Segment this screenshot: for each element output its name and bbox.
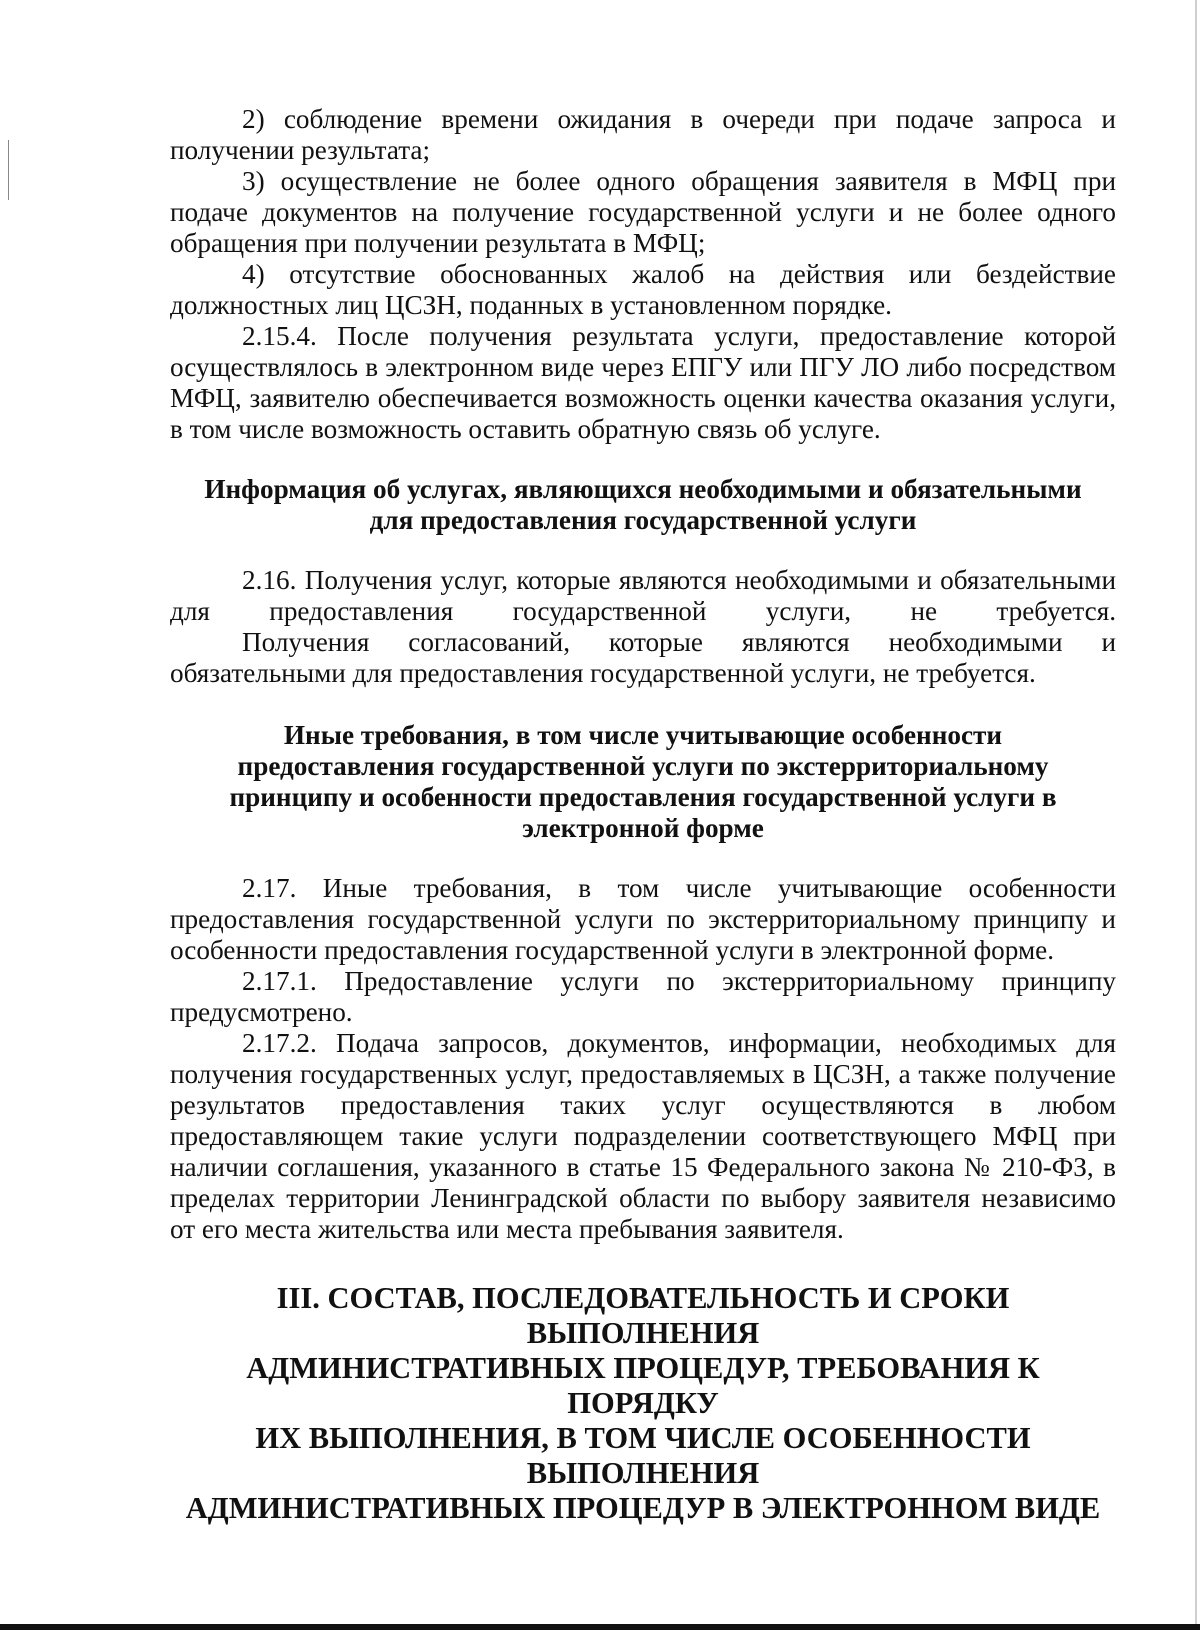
heading-line: предоставления государственной услуги по экстерриториальному [237, 751, 1049, 781]
spacer [170, 536, 1116, 565]
spacer [170, 689, 1116, 720]
heading-services-info [170, 474, 1116, 536]
section-title-line: АДМИНИСТРАТИВНЫХ ПРОЦЕДУР, ТРЕБОВАНИЯ К ПОРЯДКУ [246, 1351, 1040, 1420]
spacer [170, 1245, 1116, 1281]
spacer [170, 844, 1116, 873]
paragraph-2-17: 2.17. Иные требования, в том числе учитывающие особенности предоставления государственной услуги по экстерриториальному принципу и особенности предоставления государственной услуги в электронной форме. [170, 873, 1116, 965]
paragraph-2-16-approvals: Получения согласований, которые являются необходимыми и обязательными для предоставления государственной услуги, не требуется. [170, 627, 1116, 688]
heading-line: Информация об услугах, являющихся необходимыми и обязательными [204, 474, 1082, 504]
spacer [170, 445, 1116, 474]
heading-line: электронной форме [522, 813, 764, 843]
heading-line: принципу и особенности предоставления государственной услуги в [229, 782, 1057, 812]
scan-edge-right [1195, 0, 1197, 1630]
section-title-line: АДМИНИСТРАТИВНЫХ ПРОЦЕДУР В ЭЛЕКТРОННОМ ВИДЕ [185, 1491, 1101, 1525]
heading-line: Иные требования, в том числе учитывающие особенности [283, 720, 1003, 750]
paragraph-2-17-1: 2.17.1. Предоставление услуги по экстерриториальному принципу предусмотрено. [170, 966, 1116, 1027]
scan-edge-left [8, 140, 9, 200]
paragraph-2-17-2: 2.17.2. Подача запросов, документов, информации, необходимых для получения государственных услуг, предоставляемых в ЦСЗН, а также получение результатов предоставления таких услуг осуществляются в любом предоставляющем такие услуги подразделении соответствующего МФЦ при наличии соглашения, указанного в статье 15 Федерального закона № 210-ФЗ, в пределах территории Ленинградской области по выбору заявителя независимо от его места жительства или места пребывания заявителя. [170, 1028, 1116, 1244]
paragraph-item-2: 2) соблюдение времени ожидания в очереди при подаче запроса и получении результата; [170, 104, 1116, 165]
heading-line: для предоставления государственной услуги [369, 505, 917, 535]
paragraph-2-15-4: 2.15.4. После получения результата услуги, предоставление которой осуществлялось в электронном виде через ЕПГУ или ПГУ ЛО либо посредством МФЦ, заявителю обеспечивается возможность оценки качества оказания услуги, в том числе возможность оставить обратную связь об услуге. [170, 321, 1116, 444]
paragraph-item-4: 4) отсутствие обоснованных жалоб на действия или бездействие должностных лиц ЦСЗН, поданных в установленном порядке. [170, 259, 1116, 320]
section-title-line: ИХ ВЫПОЛНЕНИЯ, В ТОМ ЧИСЛЕ ОСОБЕННОСТИ ВЫПОЛНЕНИЯ [255, 1421, 1031, 1490]
heading-other-requirements [170, 720, 1116, 844]
section-3-title [170, 1281, 1116, 1526]
scan-bottom-edge [0, 1624, 1200, 1630]
paragraph-2-16: 2.16. Получения услуг, которые являются необходимыми и обязательными для предоставления государственной услуги, не требуется. [170, 565, 1116, 626]
section-title-line: III. СОСТАВ, ПОСЛЕДОВАТЕЛЬНОСТЬ И СРОКИ ВЫПОЛНЕНИЯ [276, 1281, 1010, 1350]
document-body [170, 104, 1116, 1526]
paragraph-item-3: 3) осуществление не более одного обращения заявителя в МФЦ при подаче документов на получение государственной услуги и не более одного обращения при получении результата в МФЦ; [170, 166, 1116, 258]
